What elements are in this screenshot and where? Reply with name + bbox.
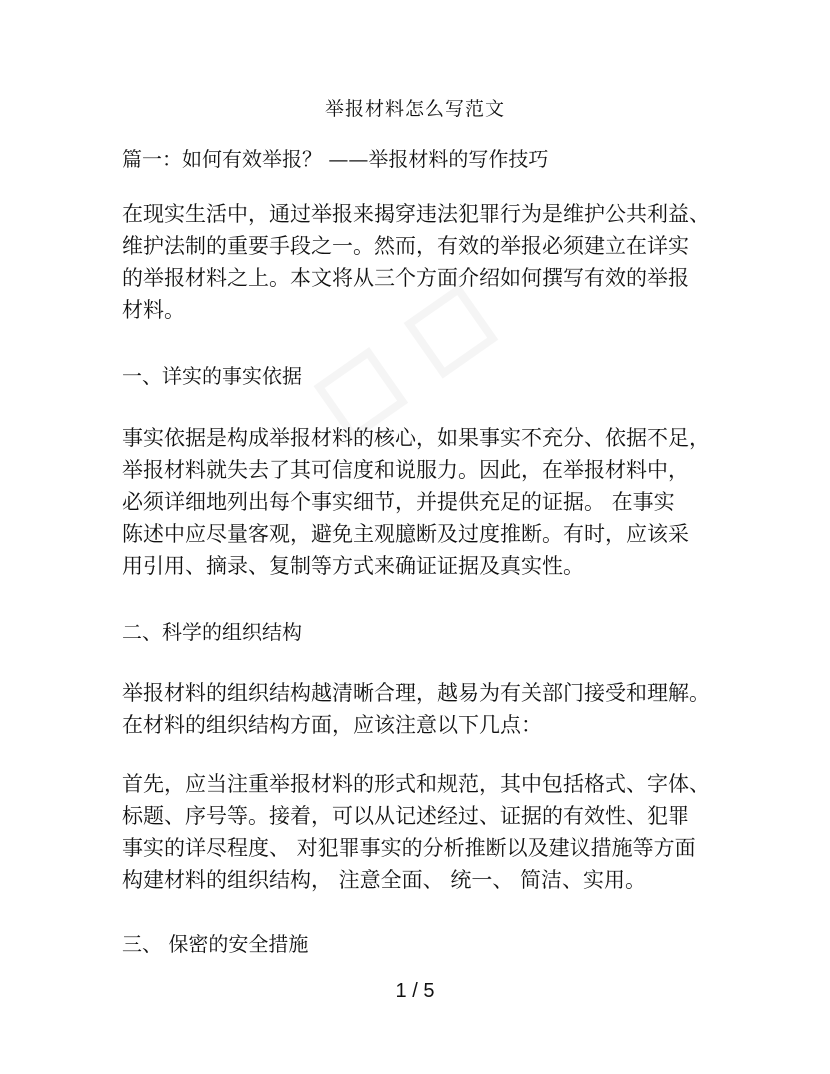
paragraph-line: 在材料的组织结构方面，应该注意以下几点： xyxy=(122,713,542,737)
section1-paragraph xyxy=(122,422,722,582)
paragraph-line: 构建材料的组织结构， 注意全面、 统一、 简洁、实用。 xyxy=(122,868,647,892)
paragraph-line: 标题、序号等。接着，可以从记述经过、证据的有效性、犯罪 xyxy=(122,804,689,828)
paragraph-line: 首先，应当注重举报材料的形式和规范，其中包括格式、字体、 xyxy=(122,772,710,796)
paragraph-line: 陈述中应尽量客观，避免主观臆断及过度推断。有时，应该采 xyxy=(122,522,689,546)
section2-heading: 二、科学的组织结构 xyxy=(122,620,302,644)
section2-paragraph-1 xyxy=(122,677,722,741)
paragraph-line: 事实依据是构成举报材料的核心，如果事实不充分、依据不足， xyxy=(122,426,710,450)
section1-heading: 一、详实的事实依据 xyxy=(122,364,302,388)
document-title: 举报材料怎么写范文 xyxy=(324,98,505,120)
paragraph-line: 事实的详尽程度、 对犯罪事实的分析推断以及建议措施等方面 xyxy=(122,836,696,860)
paragraph-line: 举报材料就失去了其可信度和说服力。因此，在举报材料中， xyxy=(122,458,689,482)
document-subtitle: 篇一：如何有效举报？ ——举报材料的写作技巧 xyxy=(122,147,549,171)
paragraph-line: 举报材料的组织结构越清晰合理，越易为有关部门接受和理解。 xyxy=(122,681,710,705)
section3-heading: 三、 保密的安全措施 xyxy=(122,932,309,956)
paragraph-line: 的举报材料之上。本文将从三个方面介绍如何撰写有效的举报 xyxy=(122,266,689,290)
page-number: 1 / 5 xyxy=(395,980,435,1002)
paragraph-line: 用引用、摘录、复制等方式来确证证据及真实性。 xyxy=(122,554,584,578)
intro-paragraph xyxy=(122,198,722,326)
paragraph-line: 维护法制的重要手段之一。然而，有效的举报必须建立在详实 xyxy=(122,234,689,258)
paragraph-line: 材料。 xyxy=(122,298,185,322)
section2-paragraph-2 xyxy=(122,768,722,896)
paragraph-line: 必须详细地列出每个事实细节，并提供充足的证据。 在事实 xyxy=(122,490,675,514)
paragraph-line: 在现实生活中，通过举报来揭穿违法犯罪行为是维护公共利益、 xyxy=(122,202,710,226)
